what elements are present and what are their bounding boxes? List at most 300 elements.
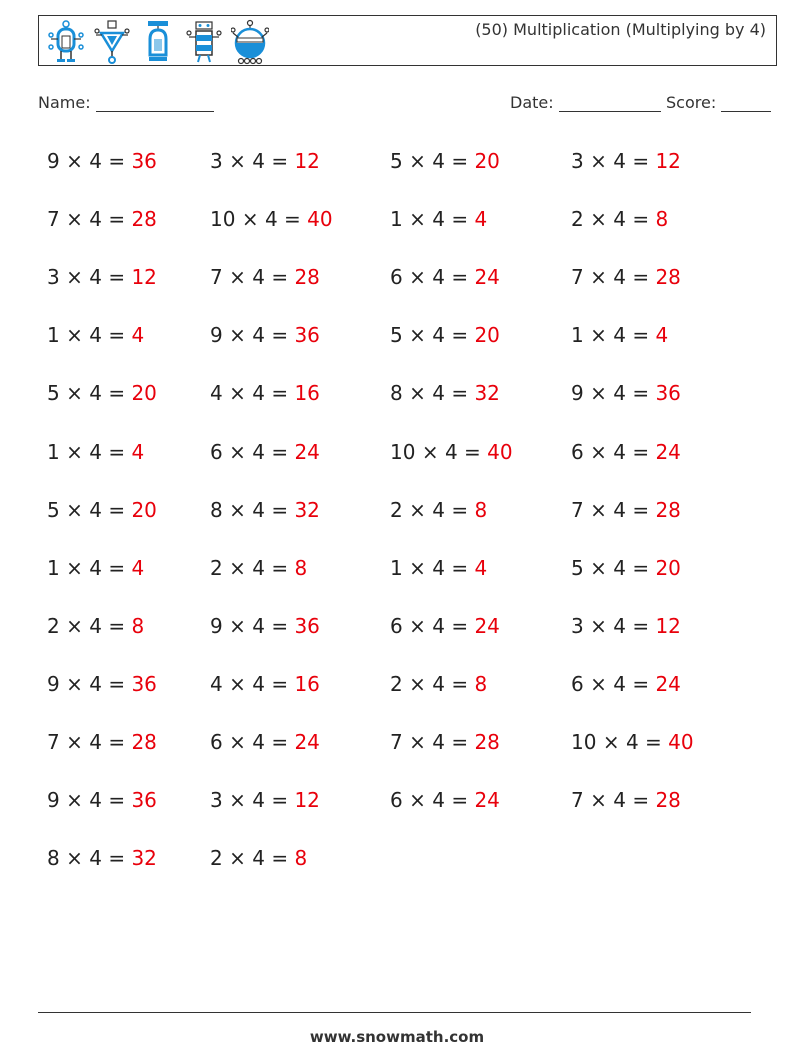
times-sign: × <box>590 788 607 813</box>
times-sign: × <box>590 265 607 290</box>
answer: 36 <box>131 149 157 173</box>
factor-a: 2 <box>210 555 223 580</box>
answer: 24 <box>294 439 320 464</box>
factor-b: 4 <box>89 730 102 754</box>
problem-item <box>571 668 681 700</box>
answer: 28 <box>655 788 681 813</box>
factor-a: 9 <box>571 381 584 406</box>
factor-b: 4 <box>252 497 265 522</box>
equals-sign: = <box>632 381 650 406</box>
times-sign: × <box>602 730 620 754</box>
robot-2-icon <box>93 19 131 65</box>
robot-3-icon <box>139 19 177 65</box>
factor-a: 6 <box>571 671 584 696</box>
times-sign: × <box>409 207 426 232</box>
name-line <box>96 95 214 112</box>
problem-item <box>210 494 320 526</box>
problem-item <box>210 726 320 758</box>
problem-item <box>390 203 487 235</box>
equals-sign: = <box>632 788 650 813</box>
problem-item <box>210 842 307 874</box>
equals-sign: = <box>271 265 289 290</box>
factor-b: 4 <box>613 613 626 638</box>
problem-item <box>210 261 320 293</box>
answer: 20 <box>131 497 157 522</box>
score-label: Score: <box>666 93 717 112</box>
factor-b: 4 <box>432 149 445 173</box>
times-sign: × <box>229 846 246 871</box>
factor-b: 4 <box>252 265 265 290</box>
factor-b: 4 <box>613 149 626 173</box>
problem-item <box>390 668 487 700</box>
factor-b: 4 <box>252 381 265 406</box>
name-label: Name: <box>38 93 91 112</box>
factor-a: 8 <box>390 381 403 406</box>
factor-a: 4 <box>210 671 223 696</box>
factor-b: 4 <box>89 671 102 696</box>
equals-sign: = <box>271 381 289 406</box>
times-sign: × <box>229 381 246 406</box>
factor-a: 9 <box>210 323 223 348</box>
factor-a: 9 <box>47 149 60 173</box>
factor-b: 4 <box>613 207 626 232</box>
factor-b: 4 <box>89 265 102 290</box>
equals-sign: = <box>632 323 650 348</box>
equals-sign: = <box>645 730 662 754</box>
factor-a: 8 <box>47 846 60 871</box>
times-sign: × <box>409 788 426 813</box>
times-sign: × <box>229 788 246 813</box>
factor-b: 4 <box>252 846 265 871</box>
equals-sign: = <box>108 323 126 348</box>
factor-a: 3 <box>210 788 223 813</box>
problem-item <box>47 668 157 700</box>
problem-item <box>47 842 157 874</box>
equals-sign: = <box>632 613 650 638</box>
factor-a: 1 <box>571 323 584 348</box>
factor-b: 4 <box>89 846 102 871</box>
factor-b: 4 <box>252 439 265 464</box>
factor-a: 1 <box>390 207 403 232</box>
factor-b: 4 <box>432 555 445 580</box>
answer: 12 <box>131 265 157 290</box>
factor-a: 4 <box>210 381 223 406</box>
factor-b: 4 <box>625 730 639 754</box>
answer: 32 <box>474 381 500 406</box>
times-sign: × <box>241 207 259 232</box>
problem-item <box>210 377 320 409</box>
equals-sign: = <box>632 265 650 290</box>
times-sign: × <box>66 323 83 348</box>
answer: 12 <box>294 788 320 813</box>
factor-a: 6 <box>390 613 403 638</box>
equals-sign: = <box>451 381 469 406</box>
answer: 28 <box>655 265 681 290</box>
problem-item <box>47 203 157 235</box>
problem-item <box>47 436 144 468</box>
factor-a: 7 <box>47 730 60 754</box>
times-sign: × <box>66 497 83 522</box>
factor-b: 4 <box>613 497 626 522</box>
answer: 36 <box>655 381 681 406</box>
factor-b: 4 <box>613 671 626 696</box>
factor-b: 4 <box>89 381 102 406</box>
equals-sign: = <box>271 439 289 464</box>
problem-item <box>390 319 500 351</box>
factor-b: 4 <box>252 671 265 696</box>
factor-b: 4 <box>613 555 626 580</box>
robot-4-icon <box>185 19 223 65</box>
factor-b: 4 <box>89 323 102 348</box>
times-sign: × <box>66 555 83 580</box>
factor-b: 4 <box>613 323 626 348</box>
answer: 4 <box>131 555 145 580</box>
equals-sign: = <box>451 207 469 232</box>
answer: 4 <box>131 439 145 464</box>
equals-sign: = <box>271 149 289 173</box>
factor-b: 4 <box>89 439 102 464</box>
equals-sign: = <box>451 555 469 580</box>
date-line <box>559 95 661 112</box>
factor-a: 7 <box>571 497 584 522</box>
factor-b: 4 <box>432 497 445 522</box>
factor-a: 1 <box>47 439 60 464</box>
answer: 40 <box>307 207 333 232</box>
answer: 8 <box>655 207 669 232</box>
factor-b: 4 <box>252 555 265 580</box>
factor-b: 4 <box>89 788 102 813</box>
factor-b: 4 <box>432 788 445 813</box>
times-sign: × <box>590 323 607 348</box>
answer: 24 <box>655 671 681 696</box>
answer: 8 <box>294 555 308 580</box>
answer: 28 <box>655 497 681 522</box>
answer: 8 <box>131 613 145 638</box>
times-sign: × <box>590 555 607 580</box>
answer: 12 <box>294 149 320 173</box>
factor-b: 4 <box>613 439 626 464</box>
equals-sign: = <box>451 323 469 348</box>
equals-sign: = <box>451 788 469 813</box>
times-sign: × <box>229 439 246 464</box>
answer: 4 <box>474 555 488 580</box>
answer: 40 <box>668 730 694 754</box>
factor-a: 10 <box>210 207 236 232</box>
equals-sign: = <box>632 555 650 580</box>
answer: 20 <box>655 555 681 580</box>
footer-divider <box>38 1012 751 1013</box>
answer: 28 <box>131 730 157 754</box>
factor-b: 4 <box>89 555 102 580</box>
equals-sign: = <box>108 265 126 290</box>
problem-item <box>390 436 513 468</box>
times-sign: × <box>66 730 83 754</box>
factor-a: 5 <box>47 381 60 406</box>
answer: 20 <box>131 381 157 406</box>
date-label: Date: <box>510 93 554 112</box>
problem-item <box>47 319 144 351</box>
problem-item <box>210 145 320 177</box>
equals-sign: = <box>271 555 289 580</box>
times-sign: × <box>66 846 83 871</box>
problem-item <box>571 203 668 235</box>
factor-a: 6 <box>390 265 403 290</box>
problem-item <box>210 203 333 235</box>
answer: 24 <box>474 613 500 638</box>
factor-a: 6 <box>210 730 223 754</box>
problem-item <box>47 610 144 642</box>
answer: 16 <box>294 381 320 406</box>
answer: 12 <box>655 613 681 638</box>
problem-item <box>390 261 500 293</box>
problem-item <box>571 610 681 642</box>
answer: 4 <box>474 207 488 232</box>
times-sign: × <box>409 555 426 580</box>
factor-a: 3 <box>571 613 584 638</box>
times-sign: × <box>409 381 426 406</box>
answer: 28 <box>294 265 320 290</box>
factor-a: 7 <box>210 265 223 290</box>
answer: 36 <box>131 671 157 696</box>
footer-site: www.snowmath.com <box>309 1028 485 1046</box>
times-sign: × <box>229 265 246 290</box>
problem-item <box>210 436 320 468</box>
answer: 4 <box>131 323 145 348</box>
factor-a: 2 <box>210 846 223 871</box>
factor-a: 6 <box>571 439 584 464</box>
equals-sign: = <box>284 207 301 232</box>
problem-item <box>47 726 157 758</box>
equals-sign: = <box>451 730 469 754</box>
times-sign: × <box>590 439 607 464</box>
factor-a: 3 <box>571 149 584 173</box>
score-field <box>666 93 771 112</box>
times-sign: × <box>66 149 83 173</box>
problem-item <box>571 726 694 758</box>
answer: 20 <box>474 323 500 348</box>
problem-item <box>47 552 144 584</box>
problem-item <box>390 377 500 409</box>
answer: 28 <box>474 730 500 754</box>
equals-sign: = <box>271 613 289 638</box>
equals-sign: = <box>108 671 126 696</box>
problem-item <box>47 145 157 177</box>
equals-sign: = <box>108 149 126 173</box>
problem-item <box>390 494 487 526</box>
problem-item <box>571 552 681 584</box>
factor-b: 4 <box>89 613 102 638</box>
answer: 32 <box>131 846 157 871</box>
factor-a: 3 <box>210 149 223 173</box>
equals-sign: = <box>451 671 469 696</box>
factor-a: 3 <box>47 265 60 290</box>
factor-a: 2 <box>390 671 403 696</box>
problem-item <box>47 784 157 816</box>
factor-b: 4 <box>432 613 445 638</box>
times-sign: × <box>590 149 607 173</box>
problem-item <box>390 726 500 758</box>
problem-item <box>47 377 157 409</box>
answer: 36 <box>294 323 320 348</box>
times-sign: × <box>229 323 246 348</box>
factor-b: 4 <box>252 149 265 173</box>
factor-a: 7 <box>390 730 403 754</box>
factor-b: 4 <box>89 149 102 173</box>
factor-a: 1 <box>390 555 403 580</box>
equals-sign: = <box>451 497 469 522</box>
factor-b: 4 <box>444 439 458 464</box>
factor-a: 2 <box>47 613 60 638</box>
times-sign: × <box>590 497 607 522</box>
equals-sign: = <box>271 671 289 696</box>
equals-sign: = <box>451 149 469 173</box>
times-sign: × <box>229 497 246 522</box>
answer: 32 <box>294 497 320 522</box>
times-sign: × <box>409 671 426 696</box>
factor-b: 4 <box>432 265 445 290</box>
times-sign: × <box>66 439 83 464</box>
factor-a: 6 <box>210 439 223 464</box>
factor-a: 5 <box>47 497 60 522</box>
answer: 8 <box>294 846 308 871</box>
times-sign: × <box>229 730 246 754</box>
answer: 24 <box>655 439 681 464</box>
times-sign: × <box>409 323 426 348</box>
times-sign: × <box>409 730 426 754</box>
answer: 24 <box>474 788 500 813</box>
worksheet-header <box>38 15 777 66</box>
equals-sign: = <box>632 149 650 173</box>
answer: 16 <box>294 671 320 696</box>
factor-b: 4 <box>89 207 102 232</box>
factor-b: 4 <box>432 730 445 754</box>
problem-item <box>390 610 500 642</box>
times-sign: × <box>66 613 83 638</box>
score-line <box>721 95 771 112</box>
answer: 8 <box>474 497 488 522</box>
factor-a: 9 <box>210 613 223 638</box>
problem-item <box>571 377 681 409</box>
factor-a: 9 <box>47 671 60 696</box>
equals-sign: = <box>271 788 289 813</box>
equals-sign: = <box>108 555 126 580</box>
factor-a: 1 <box>47 555 60 580</box>
times-sign: × <box>409 265 426 290</box>
robot-icons <box>47 19 269 65</box>
factor-a: 7 <box>571 265 584 290</box>
factor-a: 6 <box>390 788 403 813</box>
times-sign: × <box>66 671 83 696</box>
answer: 36 <box>131 788 157 813</box>
factor-b: 4 <box>432 323 445 348</box>
answer: 40 <box>487 439 513 464</box>
equals-sign: = <box>464 439 481 464</box>
equals-sign: = <box>108 846 126 871</box>
factor-a: 10 <box>571 730 597 754</box>
times-sign: × <box>409 149 426 173</box>
times-sign: × <box>409 613 426 638</box>
problem-item <box>210 784 320 816</box>
factor-a: 9 <box>47 788 60 813</box>
times-sign: × <box>590 207 607 232</box>
equals-sign: = <box>108 730 126 754</box>
problem-item <box>390 784 500 816</box>
problem-item <box>571 145 681 177</box>
times-sign: × <box>229 555 246 580</box>
equals-sign: = <box>451 265 469 290</box>
factor-b: 4 <box>432 671 445 696</box>
factor-a: 5 <box>390 323 403 348</box>
problem-item <box>390 145 500 177</box>
date-field <box>510 93 661 112</box>
problem-item <box>571 784 681 816</box>
answer: 4 <box>655 323 669 348</box>
equals-sign: = <box>451 613 469 638</box>
factor-b: 4 <box>613 788 626 813</box>
factor-a: 10 <box>390 439 416 464</box>
answer: 36 <box>294 613 320 638</box>
factor-b: 4 <box>432 381 445 406</box>
factor-a: 5 <box>390 149 403 173</box>
problem-item <box>210 319 320 351</box>
worksheet-title: (50) Multiplication (Multiplying by 4) <box>475 20 766 39</box>
problem-item <box>210 610 320 642</box>
equals-sign: = <box>108 207 126 232</box>
times-sign: × <box>66 265 83 290</box>
answer: 8 <box>474 671 488 696</box>
equals-sign: = <box>632 439 650 464</box>
problem-item <box>571 494 681 526</box>
factor-b: 4 <box>613 381 626 406</box>
factor-a: 7 <box>571 788 584 813</box>
times-sign: × <box>421 439 439 464</box>
times-sign: × <box>66 381 83 406</box>
times-sign: × <box>590 381 607 406</box>
problem-item <box>210 552 307 584</box>
factor-a: 2 <box>571 207 584 232</box>
equals-sign: = <box>271 323 289 348</box>
equals-sign: = <box>108 788 126 813</box>
times-sign: × <box>590 613 607 638</box>
equals-sign: = <box>108 381 126 406</box>
answer: 20 <box>474 149 500 173</box>
factor-b: 4 <box>252 788 265 813</box>
answer: 12 <box>655 149 681 173</box>
times-sign: × <box>229 149 246 173</box>
factor-b: 4 <box>613 265 626 290</box>
equals-sign: = <box>271 730 289 754</box>
factor-a: 2 <box>390 497 403 522</box>
problem-item <box>47 261 157 293</box>
equals-sign: = <box>632 207 650 232</box>
times-sign: × <box>590 671 607 696</box>
answer: 28 <box>131 207 157 232</box>
name-field <box>38 93 214 112</box>
factor-a: 5 <box>571 555 584 580</box>
factor-b: 4 <box>252 323 265 348</box>
equals-sign: = <box>108 439 126 464</box>
times-sign: × <box>229 671 246 696</box>
answer: 24 <box>294 730 320 754</box>
times-sign: × <box>409 497 426 522</box>
factor-b: 4 <box>89 497 102 522</box>
factor-b: 4 <box>252 730 265 754</box>
equals-sign: = <box>632 671 650 696</box>
factor-a: 1 <box>47 323 60 348</box>
factor-b: 4 <box>432 207 445 232</box>
equals-sign: = <box>271 846 289 871</box>
factor-b: 4 <box>252 613 265 638</box>
